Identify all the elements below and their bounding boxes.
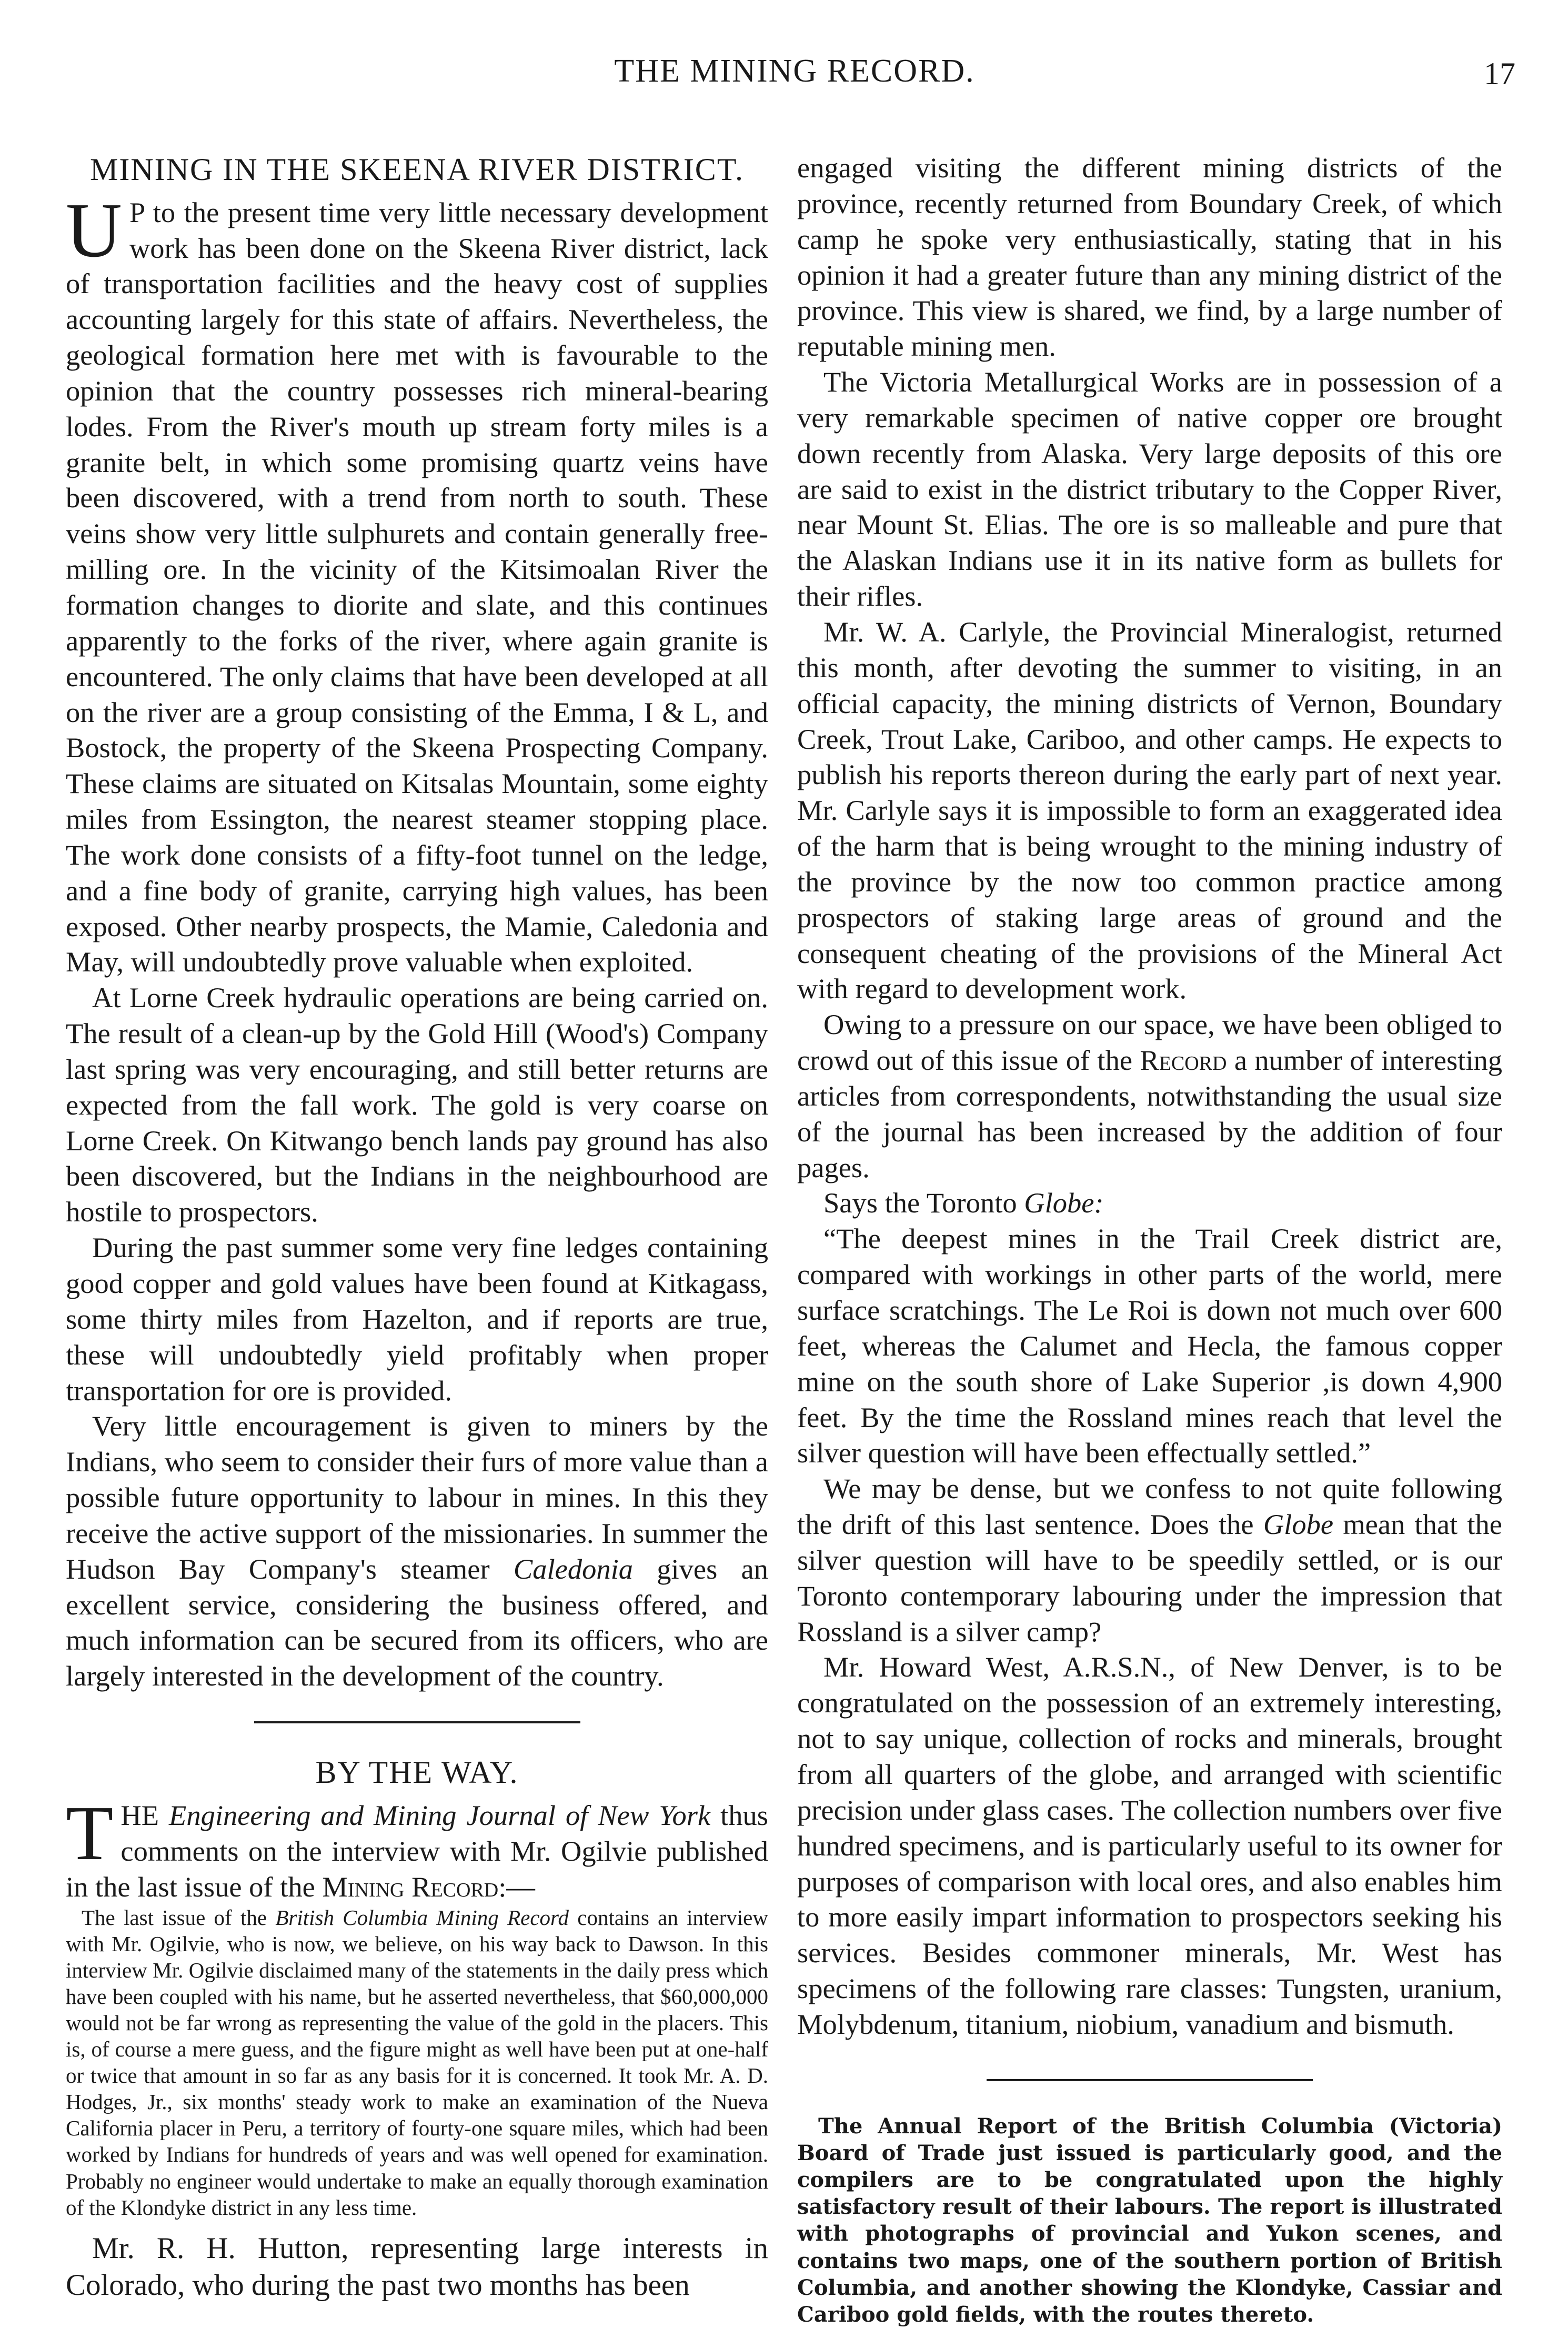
- bcmr-name: British Columbia Mining Record: [275, 1905, 569, 1930]
- dense-paragraph: [797, 1471, 1502, 1649]
- says-text: Says the Toronto: [823, 1187, 1024, 1219]
- by-the-way-title: BY THE WAY.: [315, 1755, 519, 1790]
- left-column: [66, 150, 768, 2304]
- owing-text-b: a number of interesting articles from correspondents, notwithstanding the usual size of the journal has been increased by the addition of four pages.: [797, 1044, 1502, 1183]
- skeena-paragraph-1-text: P to the present time very little necessary development work has been done on the Skeena River district, lack of transportation facilities and the heavy cost of supplies accounting largely for this state of affairs. Nevertheless, the geological formation here met with is favourable to the opinion that the country possesses rich mineral-bearing lodes. From the River's mouth up stream forty miles is a granite belt, in which some promising quartz veins have been discovered, with a trend from north to south. These veins show very little sulphurets and contain generally free-milling ore. In the vicinity of the Kitsimoalan River the formation changes to diorite and slate, and this continues apparently to the forks of the river, where again granite is encountered. The only claims that have been developed at all on the river are a group consisting of the Emma, I & L, and Bostock, the property of the Skeena Prospecting Company. These claims are situated on Kitsalas Mountain, some eighty miles from Essington, the nearest steamer stopping place. The work done consists of a fifty-foot tunnel on the ledge, and a fine body of granite, carrying high values, has been exposed. Other nearby prospects, the Mamie, Caledonia and May, will undoubtedly prove valuable when exploited.: [66, 196, 768, 978]
- ship-name: Caledonia: [513, 1552, 633, 1585]
- skeena-paragraph-4-text-a: Very little encouragement is given to miners by the Indians, who seem to consider their furs of more value than a possible future opportunity to labour in mines. In this they receive the active support of the missionaries. In summer the Hudson Bay Company's steamer: [66, 1410, 768, 1585]
- owing-text-a: Owing to a pressure on our space, we have been obliged to crowd out of this issue of the: [797, 1008, 1502, 1077]
- dense-text-a: We may be dense, but we confess to not quite following the drift of this last sentence. Does the: [797, 1472, 1502, 1541]
- quote-text-a: The last issue of the: [82, 1905, 276, 1930]
- running-title: THE MINING RECORD.: [614, 53, 975, 89]
- board-of-trade-note-text: The Annual Report of the British Columbia (Victoria) Board of Trade just issued is particularly good, and the compilers are to be congratulated upon the highly satisfactory result of their labours. The report is illustrated with photographs of provincial and Yukon scenes, and contains two maps, one of the southern portion of British Columbia, and another showing the Klondyke, Cassiar and Cariboo gold fields, with the routes thereto.: [797, 2113, 1502, 2327]
- intro-text-b: thus comments on the interview with Mr. Ogilvie published in the last issue of the: [66, 1799, 768, 1903]
- hutton-paragraph-start: Mr. R. H. Hutton, representing large interests in Colorado, who during the past two months has been: [66, 2231, 768, 2302]
- globe-quote: “The deepest mines in the Trail Creek district are, compared with workings in other parts of the world, mere surface scratchings. The Le Roi is down not much over 600 feet, whereas the Calumet and Hecla, the famous copper mine on the south shore of Lake Superior ,is down 4,900 feet. By the time the Rossland mines reach that level the silver question will have been effectually settled.”: [797, 1222, 1502, 1469]
- skeena-paragraph-2: At Lorne Creek hydraulic operations are being carried on. The result of a clean-up by the Gold Hill (Wood's) Company last spring was very encouraging, and still better returns are expected from the fall work. The gold is very coarse on Lorne Creek. On Kitwango bench lands pay ground has also been discovered, but the Indians in the neighbourhood are hostile to prospectors.: [66, 981, 768, 1228]
- skeena-dropcap: U: [66, 187, 122, 274]
- journal-quote-text: [66, 1904, 768, 2220]
- section-divider-right: [987, 2079, 1313, 2081]
- says-paragraph: [797, 1185, 1502, 1221]
- quote-text-b: contains an interview with Mr. Ogilvie, who is now, we believe, on his way back to Dawson. In this interview Mr. Ogilvie disclaimed many of the statements in the daily press which have been coupled with his name, but he asserted nevertheless, that $60,000,000 would not be far wrong as representing the value of the gold in the placers. This is, of course a mere guess, and the figure might as well have been put at one-half or twice that amount in so far as any basis for it is concerned. It took Mr. A. D. Hodges, Jr., six months' steady work to make an examination of the Nueva California placer in Peru, a territory of fourty-one square miles, which had been worked by Indians for hundreds of years and was well opened for examination. Probably no engineer would undertake to make an equally thorough examination of the Klondyke district in any less time.: [66, 1905, 768, 2220]
- dense-text-b: mean that the silver question will have to be speedily settled, or is our Toronto contemporary labouring under the impression that Rossland is a silver camp?: [797, 1508, 1502, 1648]
- skeena-paragraph-3: During the past summer some very fine ledges containing good copper and gold values have been found at Kitkagass, some thirty miles from Hazelton, and if reports are true, these will undoubtedly yield profitably when proper transportation for ore is provided.: [66, 1231, 768, 1407]
- board-of-trade-note: [797, 2113, 1502, 2328]
- carlyle-paragraph: Mr. W. A. Carlyle, the Provincial Mineralogist, returned this month, after devoting the summer to visiting, in an official capacity, the mining districts of Vernon, Boundary Creek, Trout Lake, Cariboo, and other camps. He expects to publish his reports thereon during the early part of next year. Mr. Carlyle says it is impossible to form an exaggerated idea of the harm that is being wrought to the mining industry of the province by the now too common practice among prospectors of staking large areas of ground and the consequent cheating of the provisions of the Mineral Act with regard to development work.: [797, 615, 1502, 1005]
- journal-name: Engineering and Mining Journal of New York: [169, 1799, 711, 1831]
- record-name: Record: [1140, 1044, 1227, 1077]
- page-header: [63, 53, 1526, 100]
- right-column: [797, 150, 1502, 2328]
- victoria-paragraph: The Victoria Metallurgical Works are in possession of a very remarkable specimen of native copper ore brought down recently from Alaska. Very large deposits of this ore are said to exist in the district tributary to the Copper River, near Mount St. Elias. The ore is so malleable and pure that the Alaskan Indians use it in its native form as bullets for their rifles.: [797, 366, 1502, 613]
- globe-name-2: Globe: [1263, 1508, 1334, 1541]
- globe-name: Globe:: [1024, 1187, 1104, 1219]
- by-the-way-intro: [66, 1790, 768, 1905]
- skeena-paragraph-1: [66, 187, 768, 980]
- skeena-paragraph-4: [66, 1408, 768, 1694]
- section-divider: [254, 1721, 580, 1723]
- skeena-article-title: MINING IN THE SKEENA RIVER DISTRICT.: [89, 152, 745, 187]
- west-paragraph: Mr. Howard West, A.R.S.N., of New Denver, is to be congratulated on the possession of an extremely interesting, not to say unique, collection of rocks and minerals, brought from all quarters of the globe, and arranged with scientific precision under glass cases. The collection numbers over five hundred specimens, and is particularly useful to its owner for purposes of comparison with local ores, and also enables him to more easily impart information to prospectors seeking his services. Besides commoner minerals, Mr. West has specimens of the following rare classes: Tungsten, uranium, Molybdenum, titanium, niobium, vanadium and bismuth.: [797, 1651, 1502, 2040]
- intro-text-a: HE: [120, 1799, 169, 1831]
- journal-quote: [66, 1904, 768, 2220]
- intro-text-c: :—: [498, 1870, 535, 1903]
- skeena-paragraph-4-text-b: gives an excellent service, considering the business offered, and much information can be secured from its officers, who are largely interested in the development of the country.: [66, 1552, 769, 1692]
- page-number: 17: [1484, 56, 1515, 91]
- owing-paragraph: [797, 1007, 1502, 1185]
- by-the-way-dropcap: T: [66, 1790, 114, 1877]
- mining-record-name: Mining Record: [322, 1870, 499, 1903]
- hutton-paragraph-continued: engaged visiting the different mining districts of the province, recently returned from Boundary Creek, of which camp he spoke very enthusiastically, stating that in his opinion it had a greater future than any mining district of the province. This view is shared, we find, by a large number of reputable mining men.: [797, 152, 1502, 363]
